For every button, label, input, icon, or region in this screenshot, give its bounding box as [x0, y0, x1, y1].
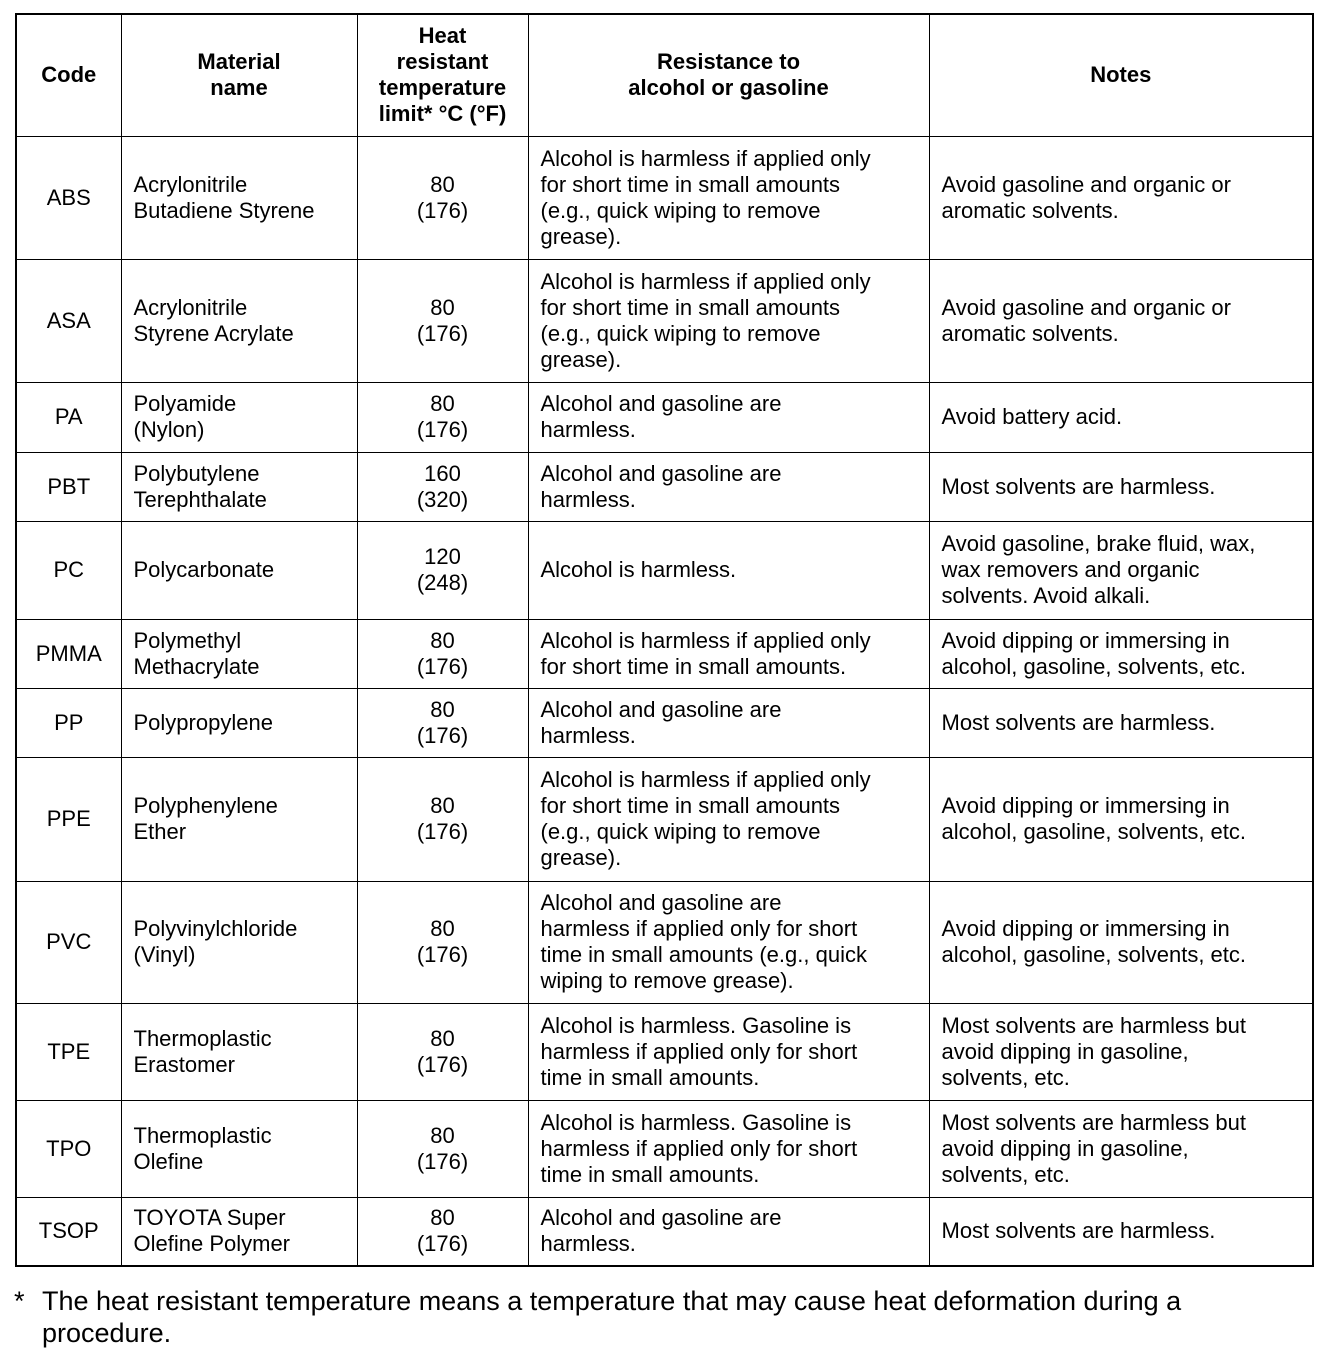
cell-material-name: Acrylonitrile Styrene Acrylate [121, 259, 357, 382]
table-row [16, 521, 1313, 619]
cell-notes: Most solvents are harmless but avoid dipping in gasoline, solvents, etc. [929, 1003, 1313, 1100]
cell-notes: Avoid dipping or immersing in alcohol, gasoline, solvents, etc. [929, 757, 1313, 881]
table-row [16, 382, 1313, 452]
cell-resistance: Alcohol and gasoline are harmless. [528, 1197, 929, 1266]
cell-material-name: Polyphenylene Ether [121, 757, 357, 881]
table-row [16, 1100, 1313, 1197]
header-material-name: Material name [121, 14, 357, 136]
cell-code: PA [16, 382, 121, 452]
cell-code: ASA [16, 259, 121, 382]
cell-code: TPO [16, 1100, 121, 1197]
cell-code: TSOP [16, 1197, 121, 1266]
cell-temperature: 80 (176) [357, 1003, 528, 1100]
table-row [16, 452, 1313, 521]
cell-material-name: Polypropylene [121, 688, 357, 757]
cell-notes: Most solvents are harmless. [929, 452, 1313, 521]
table-row [16, 688, 1313, 757]
header-resistance: Resistance to alcohol or gasoline [528, 14, 929, 136]
cell-resistance: Alcohol is harmless. [528, 521, 929, 619]
cell-material-name: Acrylonitrile Butadiene Styrene [121, 136, 357, 259]
cell-code: PBT [16, 452, 121, 521]
cell-notes: Avoid battery acid. [929, 382, 1313, 452]
cell-resistance: Alcohol is harmless if applied only for short time in small amounts (e.g., quick wiping to remove grease). [528, 136, 929, 259]
cell-temperature: 80 (176) [357, 881, 528, 1003]
cell-temperature: 80 (176) [357, 382, 528, 452]
cell-code: PPE [16, 757, 121, 881]
cell-material-name: Thermoplastic Erastomer [121, 1003, 357, 1100]
cell-resistance: Alcohol is harmless if applied only for short time in small amounts. [528, 619, 929, 688]
cell-temperature: 80 (176) [357, 1100, 528, 1197]
table-row [16, 881, 1313, 1003]
cell-notes: Avoid gasoline and organic or aromatic solvents. [929, 136, 1313, 259]
header-code: Code [16, 14, 121, 136]
cell-temperature: 80 (176) [357, 619, 528, 688]
cell-material-name: Polymethyl Methacrylate [121, 619, 357, 688]
cell-temperature: 160 (320) [357, 452, 528, 521]
cell-notes: Avoid dipping or immersing in alcohol, gasoline, solvents, etc. [929, 619, 1313, 688]
cell-notes: Avoid gasoline, brake fluid, wax, wax removers and organic solvents. Avoid alkali. [929, 521, 1313, 619]
header-row [16, 14, 1313, 136]
cell-code: PVC [16, 881, 121, 1003]
header-temperature: Heat resistant temperature limit* °C (°F) [357, 14, 528, 136]
cell-temperature: 80 (176) [357, 259, 528, 382]
cell-resistance: Alcohol and gasoline are harmless. [528, 688, 929, 757]
cell-material-name: Polyvinylchloride (Vinyl) [121, 881, 357, 1003]
cell-resistance: Alcohol is harmless if applied only for short time in small amounts (e.g., quick wiping to remove grease). [528, 757, 929, 881]
table-row [16, 1197, 1313, 1266]
cell-material-name: Polybutylene Terephthalate [121, 452, 357, 521]
cell-material-name: Polyamide (Nylon) [121, 382, 357, 452]
cell-temperature: 80 (176) [357, 757, 528, 881]
cell-notes: Avoid dipping or immersing in alcohol, gasoline, solvents, etc. [929, 881, 1313, 1003]
table-row [16, 136, 1313, 259]
cell-resistance: Alcohol and gasoline are harmless. [528, 382, 929, 452]
cell-temperature: 80 (176) [357, 688, 528, 757]
cell-code: PC [16, 521, 121, 619]
table-row [16, 1003, 1313, 1100]
cell-material-name: TOYOTA Super Olefine Polymer [121, 1197, 357, 1266]
cell-notes: Most solvents are harmless. [929, 1197, 1313, 1266]
cell-code: TPE [16, 1003, 121, 1100]
table-row [16, 619, 1313, 688]
header-notes: Notes [929, 14, 1313, 136]
cell-code: PMMA [16, 619, 121, 688]
cell-temperature: 120 (248) [357, 521, 528, 619]
table-row [16, 757, 1313, 881]
footnote-text: The heat resistant temperature means a temperature that may cause heat deformation during a procedure. [42, 1286, 1182, 1348]
cell-material-name: Polycarbonate [121, 521, 357, 619]
cell-temperature: 80 (176) [357, 1197, 528, 1266]
plastics-table [15, 13, 1314, 1267]
cell-resistance: Alcohol is harmless. Gasoline is harmless if applied only for short time in small amounts. [528, 1003, 929, 1100]
cell-code: ABS [16, 136, 121, 259]
cell-temperature: 80 (176) [357, 136, 528, 259]
cell-notes: Most solvents are harmless but avoid dipping in gasoline, solvents, etc. [929, 1100, 1313, 1197]
cell-notes: Avoid gasoline and organic or aromatic solvents. [929, 259, 1313, 382]
cell-resistance: Alcohol and gasoline are harmless if applied only for short time in small amounts (e.g., quick wiping to remove grease). [528, 881, 929, 1003]
table-row [16, 259, 1313, 382]
footnote-marker: * [14, 1286, 25, 1316]
cell-material-name: Thermoplastic Olefine [121, 1100, 357, 1197]
cell-resistance: Alcohol is harmless. Gasoline is harmless if applied only for short time in small amounts. [528, 1100, 929, 1197]
cell-code: PP [16, 688, 121, 757]
cell-resistance: Alcohol is harmless if applied only for short time in small amounts (e.g., quick wiping to remove grease). [528, 259, 929, 382]
cell-notes: Most solvents are harmless. [929, 688, 1313, 757]
cell-resistance: Alcohol and gasoline are harmless. [528, 452, 929, 521]
